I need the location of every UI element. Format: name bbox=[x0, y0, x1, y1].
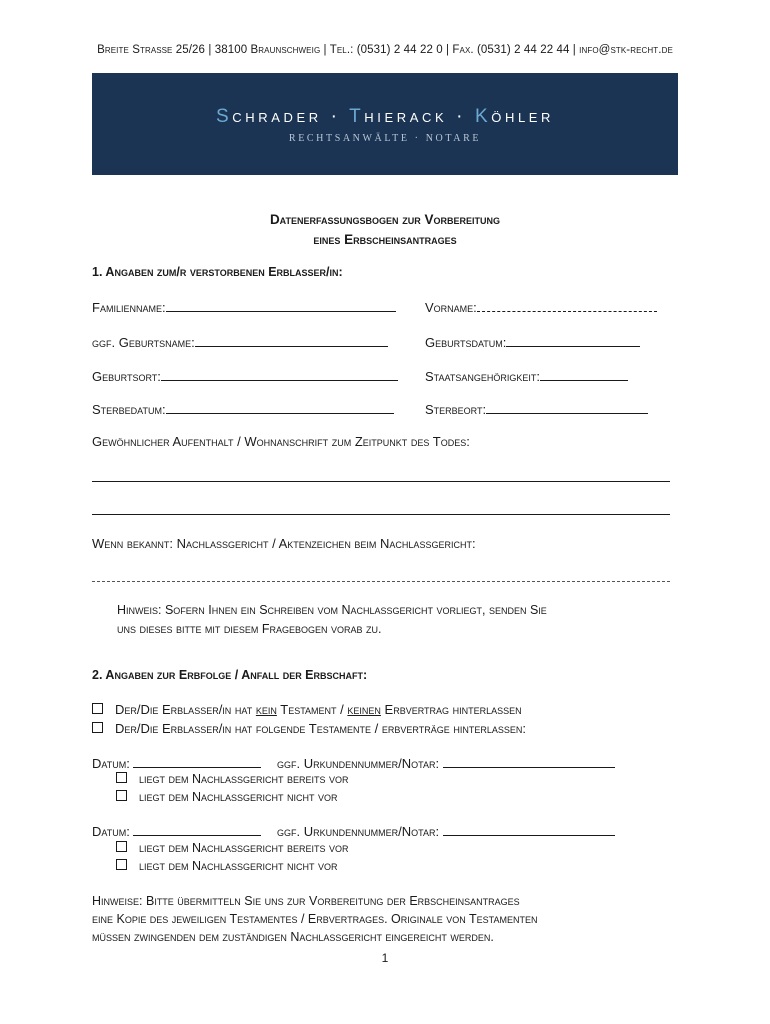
sterbeort-field[interactable]: Sterbeort: bbox=[425, 401, 648, 417]
option-kein-testament[interactable]: Der/Die Erblasser/in hat kein Testament / keinen Erbvertrag hinterlassen bbox=[92, 702, 522, 717]
checkbox-icon[interactable] bbox=[116, 841, 127, 852]
geburtsdatum-field[interactable]: Geburtsdatum: bbox=[425, 334, 640, 350]
checkbox-icon[interactable] bbox=[116, 772, 127, 783]
firm-subtitle: RECHTSANWÄLTE · NOTARE bbox=[288, 133, 482, 144]
section2-heading: 2. Angaben zur Erbfolge / Anfall der Erbschaft: bbox=[92, 668, 368, 682]
document-title-line2: eines Erbscheinsantrages bbox=[313, 232, 457, 247]
page-number: 1 bbox=[381, 951, 389, 965]
urkunde-field-1[interactable]: ggf. Urkundennummer/Notar: bbox=[277, 755, 615, 771]
urkunde-field-2[interactable]: ggf. Urkundennummer/Notar: bbox=[277, 823, 615, 839]
document-title-line1: Datenerfassungsbogen zur Vorbereitung bbox=[269, 212, 501, 227]
datum-field-2[interactable]: Datum: bbox=[92, 823, 261, 839]
checkbox-icon[interactable] bbox=[92, 703, 103, 714]
sterbedatum-field[interactable]: Sterbedatum: bbox=[92, 401, 394, 417]
checkbox-icon[interactable] bbox=[92, 722, 103, 733]
aufenthalt-line-2[interactable] bbox=[92, 514, 670, 515]
option-liegt-vor-1[interactable]: liegt dem Nachlassgericht bereits vor bbox=[116, 772, 348, 786]
option-liegt-nicht-vor-1[interactable]: liegt dem Nachlassgericht nicht vor bbox=[116, 790, 337, 804]
geburtsname-field[interactable]: ggf. Geburtsname: bbox=[92, 334, 388, 350]
aufenthalt-line-1[interactable] bbox=[92, 481, 670, 482]
option-folgende-testamente[interactable]: Der/Die Erblasser/in hat folgende Testamente / erbverträge hinterlassen: bbox=[92, 721, 526, 736]
hinweise-line2: eine Kopie des jeweiligen Testamentes / Erbvertrages. Originale von Testamenten bbox=[92, 912, 538, 926]
familienname-field[interactable]: Familienname: bbox=[92, 299, 396, 315]
staatsangehoerigkeit-field[interactable]: Staatsangehörigkeit: bbox=[425, 368, 628, 384]
option-liegt-nicht-vor-2[interactable]: liegt dem Nachlassgericht nicht vor bbox=[116, 859, 337, 873]
letterhead-address: Breite Straße 25/26 | 38100 Braunschweig | Tel.: (0531) 2 44 22 0 | Fax. (0531) 2 44 22 44 | info@stk-recht.de bbox=[97, 44, 673, 56]
option-liegt-vor-2[interactable]: liegt dem Nachlassgericht bereits vor bbox=[116, 841, 348, 855]
checkbox-icon[interactable] bbox=[116, 790, 127, 801]
section1-heading: 1. Angaben zum/r verstorbenen Erblasser/in: bbox=[92, 265, 343, 279]
vorname-field[interactable]: Vorname: bbox=[425, 299, 657, 315]
hinweise-line3: müssen zwingenden dem zuständigen Nachlassgericht eingereicht werden. bbox=[92, 930, 494, 944]
datum-field-1[interactable]: Datum: bbox=[92, 755, 261, 771]
geburtsort-field[interactable]: Geburtsort: bbox=[92, 368, 398, 384]
hinweis-line1: Hinweis: Sofern Ihnen ein Schreiben vom Nachlassgericht vorliegt, senden Sie bbox=[117, 603, 547, 617]
firm-banner bbox=[92, 73, 678, 175]
checkbox-icon[interactable] bbox=[116, 859, 127, 870]
nachlassgericht-label: Wenn bekannt: Nachlassgericht / Aktenzeichen beim Nachlassgericht: bbox=[92, 536, 476, 551]
hinweis-line2: uns dieses bitte mit diesem Fragebogen vorab zu. bbox=[117, 622, 382, 636]
nachlassgericht-line[interactable] bbox=[92, 581, 670, 582]
aufenthalt-label: Gewöhnlicher Aufenthalt / Wohnanschrift zum Zeitpunkt des Todes: bbox=[92, 434, 470, 449]
firm-name: Schrader · Thierack · Köhler bbox=[215, 106, 555, 127]
hinweise-line1: Hinweise: Bitte übermitteln Sie uns zur Vorbereitung der Erbscheinsantrages bbox=[92, 894, 520, 908]
